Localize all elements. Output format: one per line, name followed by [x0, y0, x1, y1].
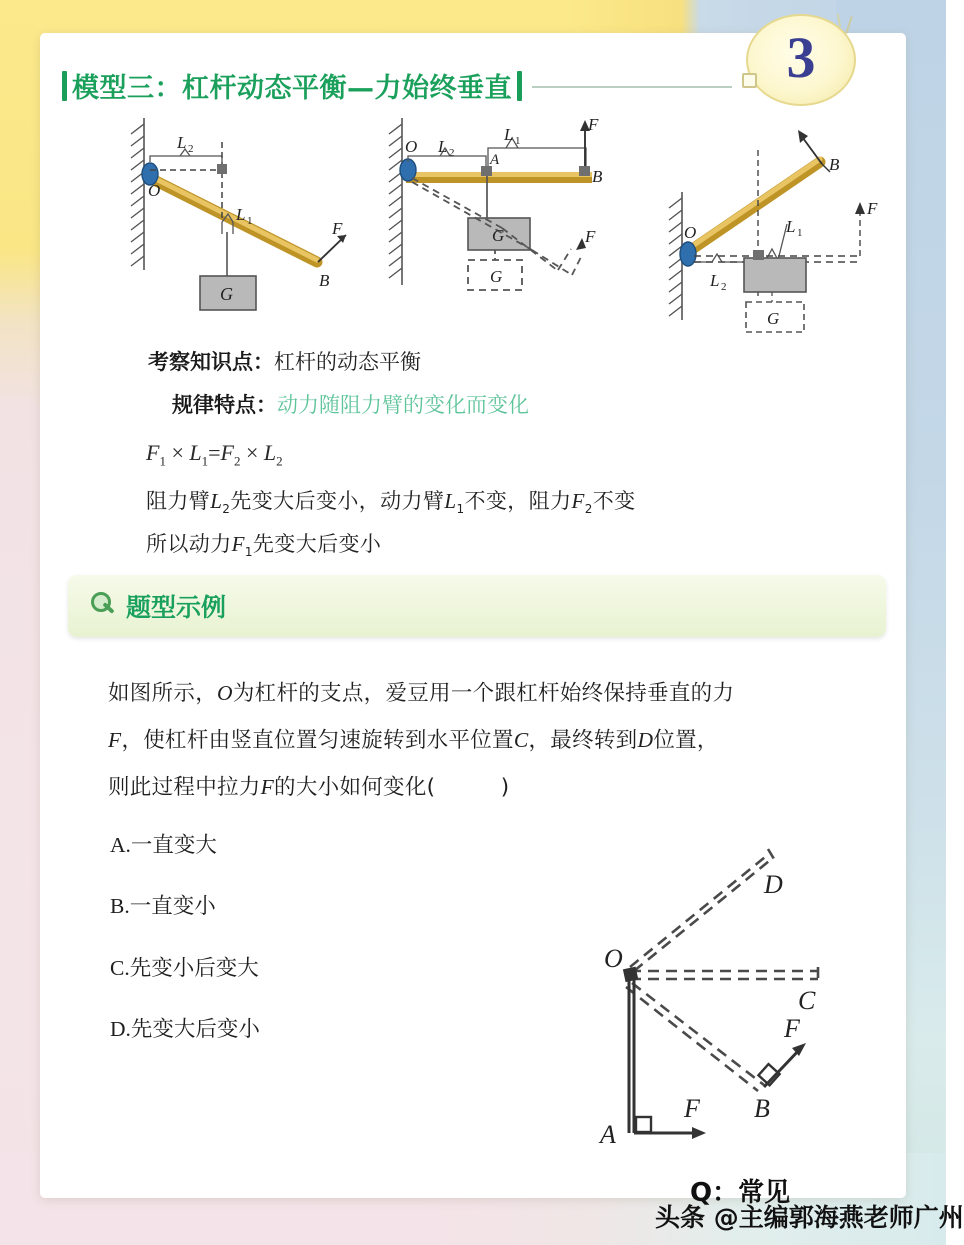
- q2-F: F: [108, 728, 122, 752]
- figure1-label-L2-sub: 2: [188, 143, 194, 155]
- section-title-text: 模型三：杠杆动态平衡—力始终垂直: [72, 73, 512, 104]
- option-c[interactable]: [110, 951, 259, 982]
- q3-F: F: [260, 775, 275, 799]
- option-c-text: 先变小后变大: [129, 956, 259, 981]
- expl1-L1: L: [444, 489, 457, 513]
- expl1-L2-sub: 2: [222, 502, 231, 517]
- figure4-label-A: A: [600, 1120, 616, 1149]
- question-line-2: [108, 723, 898, 754]
- knowledge-point-row: [148, 346, 421, 376]
- weight-block: [744, 258, 806, 292]
- expl1-L1-sub: 1: [456, 502, 465, 517]
- figure1-label-L2: L: [177, 133, 187, 152]
- figure2-label-F2: F: [585, 227, 596, 246]
- title-bar-left-icon: [62, 71, 67, 101]
- option-b-letter: B.: [110, 894, 130, 918]
- figure3-label-L2-sub: 2: [721, 281, 727, 293]
- expl2-F1-sub: 1: [244, 545, 253, 560]
- q1-part-a: 如图所示，: [108, 681, 218, 706]
- expl2-F1: F: [231, 532, 245, 556]
- figure4-label-F-bottom: F: [684, 1094, 700, 1123]
- figure3-label-G: G: [767, 309, 780, 328]
- figure-lever-tilted-up: [654, 110, 904, 335]
- cut-off-text: [690, 1172, 790, 1190]
- pivot-icon: [680, 242, 696, 266]
- figure3-label-O: O: [684, 223, 697, 242]
- q2-D: D: [637, 728, 654, 752]
- formula-F1: F: [146, 440, 160, 465]
- figure-lever-tilted-down: [122, 110, 362, 335]
- lever-formula: [146, 440, 283, 469]
- figure2-label-B: B: [592, 167, 603, 186]
- explanation-line-2: [146, 528, 381, 559]
- option-b-text: 一直变小: [129, 894, 216, 919]
- formula-L1: L: [189, 440, 202, 465]
- figure1-label-O: O: [148, 181, 161, 200]
- option-d-letter: D.: [110, 1017, 131, 1041]
- example-banner-label: 题型示例: [126, 593, 227, 622]
- lever-diagram-strip: [62, 110, 902, 340]
- figure3-label-L1-sub: 1: [797, 227, 803, 239]
- figure1-label-L1-sub: 1: [247, 215, 253, 227]
- figure1-label-L1: L: [236, 205, 246, 224]
- q2-part-a: ，使杠杆由竖直位置匀速旋转到水平位置: [121, 728, 514, 753]
- rule-feature-value: 动力随阻力臂的变化而变化: [277, 393, 529, 417]
- figure2-label-L2-sub: 2: [449, 147, 455, 159]
- title-bar-right-icon: [517, 71, 522, 101]
- formula-times2: ×: [246, 440, 259, 465]
- formula-F2-sub: 2: [234, 453, 241, 469]
- option-c-letter: C.: [110, 956, 130, 980]
- slider-block: [217, 164, 227, 174]
- formula-L1-sub: 1: [201, 453, 209, 469]
- knowledge-point-label: 考察知识点：: [148, 350, 274, 374]
- expl1-part-b: 先变大后变小，动力臂: [230, 489, 445, 513]
- figure2-label-A: A: [490, 152, 500, 168]
- badge-number: 3: [786, 25, 816, 90]
- figure2-label-G: G: [492, 226, 505, 245]
- expl2-part-a: 所以动力: [146, 532, 232, 556]
- figure1-label-F: F: [332, 219, 343, 238]
- option-d[interactable]: [110, 1012, 260, 1043]
- formula-equals: =: [208, 440, 221, 465]
- figure2-label-L1: L: [504, 125, 514, 144]
- option-a-letter: A.: [110, 833, 131, 857]
- figure4-label-F-b: F: [784, 1014, 800, 1043]
- formula-F2: F: [220, 440, 234, 465]
- expl1-part-c: 不变，阻力: [464, 489, 572, 513]
- option-d-text: 先变大后变小: [130, 1017, 260, 1042]
- expl1-F2: F: [571, 489, 585, 513]
- lever-bar: [406, 172, 592, 183]
- question-line-3: [108, 770, 898, 801]
- formula-F1-sub: 1: [159, 453, 166, 469]
- title-rule-line: [532, 86, 732, 88]
- expl1-part-a: 阻力臂: [146, 489, 211, 513]
- knowledge-point-value: 杠杆的动态平衡: [274, 350, 421, 374]
- formula-L2: L: [263, 440, 277, 465]
- option-a-text: 一直变大: [130, 833, 217, 858]
- q1-O: O: [217, 681, 233, 705]
- q2-part-c: 位置，: [653, 728, 719, 753]
- section-title: [62, 66, 732, 105]
- expl1-F2-sub: 2: [584, 502, 593, 517]
- figure-lever-horizontal: [382, 110, 644, 335]
- pivot-icon: [400, 159, 416, 181]
- figure4-label-D: D: [764, 870, 783, 899]
- figure3-label-B: B: [829, 155, 840, 174]
- slider-block-B: [579, 166, 590, 176]
- option-a[interactable]: [110, 828, 217, 859]
- figure-rotating-lever: [582, 835, 882, 1165]
- formula-L2-sub: 2: [276, 453, 283, 469]
- question-line-1: [108, 676, 898, 707]
- figure2-label-O: O: [405, 137, 418, 156]
- magnifier-icon: [88, 591, 118, 621]
- figure2-label-G2: G: [490, 267, 503, 286]
- watermark-text: 头条 @主编郭海燕老师广州: [655, 1203, 964, 1232]
- figure3-label-L2: L: [710, 271, 720, 290]
- example-banner: [68, 575, 886, 637]
- q3-part-a: 则此过程中拉力: [108, 775, 261, 800]
- q1-part-b: 为杠杆的支点，爱豆用一个跟杠杆始终保持垂直的力: [232, 681, 735, 706]
- figure3-label-F: F: [867, 199, 878, 218]
- figure1-label-G: G: [220, 284, 233, 304]
- figure4-label-O: O: [604, 944, 623, 973]
- expl2-part-b: 先变大后变小: [252, 532, 382, 556]
- section-number-badge: [746, 14, 856, 106]
- figure4-label-B: B: [754, 1094, 770, 1123]
- figure3-label-L1: L: [786, 217, 796, 236]
- figure1-label-B: B: [319, 271, 330, 290]
- explanation-line-1: [146, 485, 636, 516]
- q2-part-b: ，最终转到: [528, 728, 638, 753]
- figure2-label-L1-sub: 1: [515, 135, 521, 147]
- rule-feature-row: [172, 389, 529, 419]
- figure2-label-F: F: [588, 115, 599, 134]
- figure4-label-C: C: [798, 986, 816, 1015]
- lever-bar: [150, 176, 317, 262]
- q2-C: C: [513, 728, 529, 752]
- expl1-L2: L: [210, 489, 223, 513]
- formula-times1: ×: [171, 440, 184, 465]
- rule-feature-label: 规律特点：: [172, 393, 277, 417]
- q3-part-b: 的大小如何变化( ): [274, 775, 510, 800]
- figure2-label-L2: L: [438, 137, 448, 156]
- expl1-part-d: 不变: [592, 489, 636, 513]
- option-b[interactable]: [110, 889, 216, 920]
